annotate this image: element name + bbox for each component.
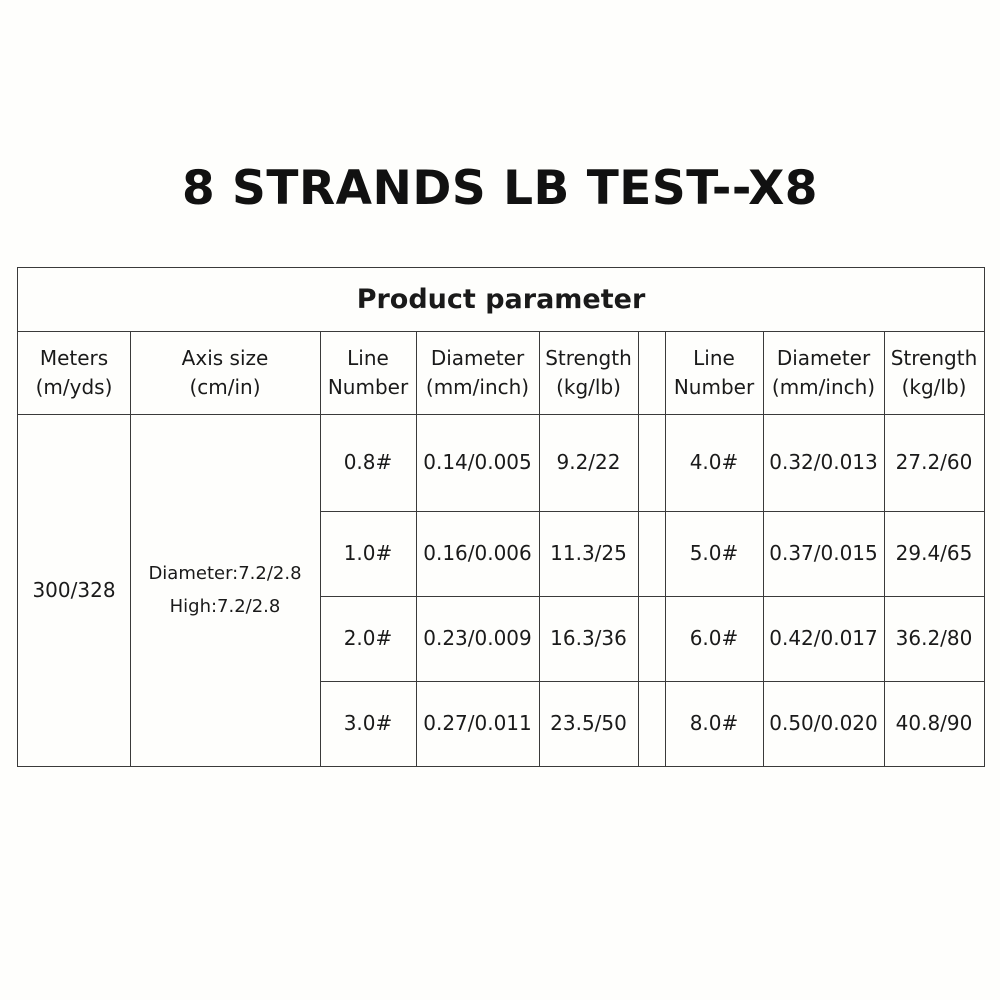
left-strength: 16.3/36	[550, 626, 627, 650]
header-line-line1: Line	[347, 345, 389, 370]
axis-high: High:7.2/2.8	[169, 596, 281, 617]
product-parameter-table	[17, 267, 985, 767]
right-line-number: 4.0#	[689, 450, 739, 474]
header-diameter-right	[763, 331, 884, 414]
header-line-line2: Number	[673, 374, 755, 399]
header-diameter-line2: (mm/inch)	[425, 374, 530, 399]
right-strength: 36.2/80	[895, 626, 973, 650]
axis-size-value	[130, 414, 320, 766]
header-diameter-line2: (mm/inch)	[771, 374, 876, 399]
left-strength: 9.2/22	[556, 450, 621, 474]
page-title: 8 STRANDS LB TEST--X8	[181, 161, 819, 216]
header-diameter-left	[416, 331, 539, 414]
right-diameter: 0.50/0.020	[769, 711, 878, 735]
meters-value: 300/328	[32, 577, 116, 602]
header-line-line2: Number	[327, 374, 409, 399]
right-strength: 27.2/60	[895, 450, 973, 474]
right-line-number: 5.0#	[689, 541, 739, 565]
header-meters-line2: (m/yds)	[35, 374, 113, 399]
left-strength: 11.3/25	[550, 541, 627, 565]
header-line-line1: Line	[693, 345, 735, 370]
column-divider	[638, 331, 639, 766]
left-line-number: 0.8#	[343, 450, 393, 474]
header-axis-line1: Axis size	[181, 345, 269, 370]
header-line-number-right	[665, 331, 763, 414]
header-strength-line1: Strength	[890, 345, 978, 370]
right-strength: 29.4/65	[895, 541, 973, 565]
left-diameter: 0.16/0.006	[423, 541, 532, 565]
header-meters	[18, 331, 130, 414]
header-axis-line2: (cm/in)	[189, 374, 261, 399]
table-banner: Product parameter	[356, 284, 646, 315]
right-diameter: 0.37/0.015	[769, 541, 878, 565]
header-strength-line2: (kg/lb)	[556, 374, 621, 399]
right-line-number: 6.0#	[689, 626, 739, 650]
left-diameter: 0.23/0.009	[423, 626, 532, 650]
header-axis-size	[130, 331, 320, 414]
left-strength: 23.5/50	[550, 711, 627, 735]
right-line-number: 8.0#	[689, 711, 739, 735]
left-line-number: 3.0#	[343, 711, 393, 735]
header-diameter-line1: Diameter	[430, 345, 525, 370]
right-strength: 40.8/90	[895, 711, 973, 735]
left-diameter: 0.27/0.011	[423, 711, 532, 735]
left-diameter: 0.14/0.005	[423, 450, 532, 474]
left-line-number: 1.0#	[343, 541, 393, 565]
axis-diameter: Diameter:7.2/2.8	[148, 563, 302, 584]
header-meters-line1: Meters	[39, 345, 109, 370]
header-diameter-line1: Diameter	[776, 345, 871, 370]
right-diameter: 0.32/0.013	[769, 450, 878, 474]
header-strength-line1: Strength	[545, 345, 632, 370]
header-line-number-left	[320, 331, 416, 414]
right-diameter: 0.42/0.017	[769, 626, 878, 650]
header-strength-left	[539, 331, 638, 414]
header-strength-line2: (kg/lb)	[901, 374, 967, 399]
left-line-number: 2.0#	[343, 626, 393, 650]
header-strength-right	[884, 331, 984, 414]
